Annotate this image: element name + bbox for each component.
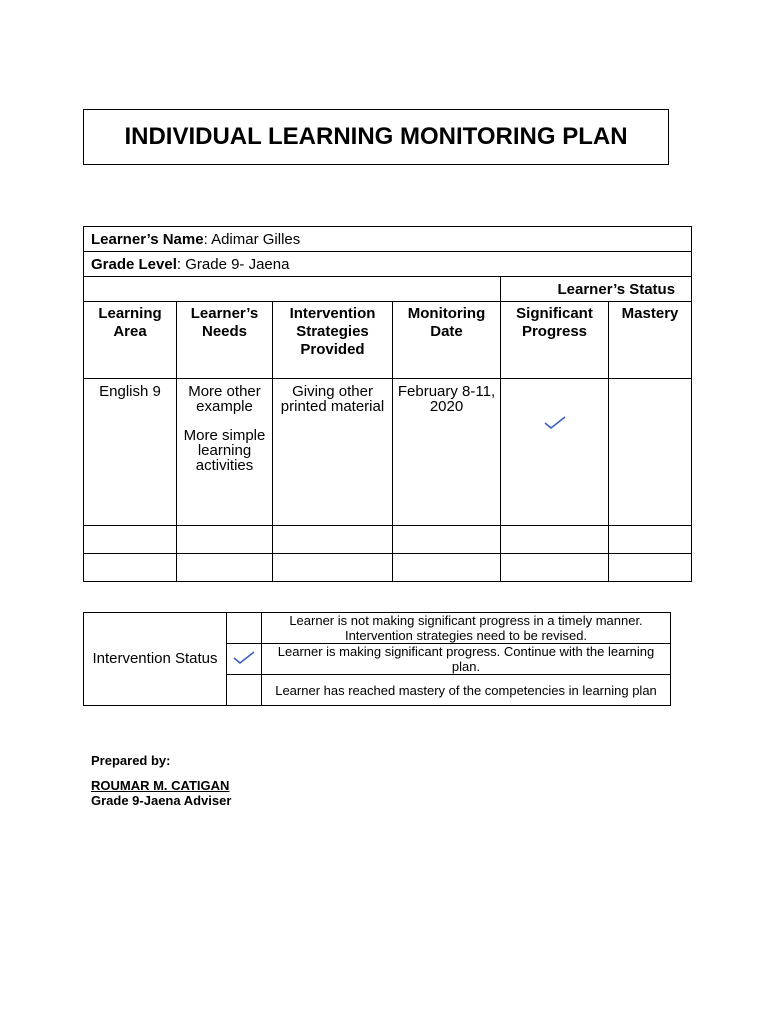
cell-learning-area: English 9 xyxy=(84,379,177,526)
learner-name-label: Learner’s Name xyxy=(91,230,204,248)
status-option: Learner is not making significant progress in a timely manner. Intervention strategies need to be revised. xyxy=(262,613,671,644)
table-row xyxy=(84,554,692,582)
need-item: More other example xyxy=(188,383,261,415)
learner-name-value: : Adimar Gilles xyxy=(203,230,301,248)
intervention-status-label: Intervention Status xyxy=(84,613,227,706)
page-title-text: INDIVIDUAL LEARNING MONITORING PLAN xyxy=(124,123,628,150)
preparer-role: Grade 9-Jaena Adviser xyxy=(91,793,232,808)
grade-level-value: : Grade 9- Jaena xyxy=(176,255,290,273)
col-learners-needs: Learner’s Needs xyxy=(177,302,273,379)
need-item: More simple learning activities xyxy=(183,427,266,474)
table-row xyxy=(84,379,692,526)
prepared-by-label: Prepared by: xyxy=(91,753,171,768)
col-monitoring-date: Monitoring Date xyxy=(393,302,501,379)
cell-strategies: Giving other printed material xyxy=(273,379,393,526)
col-mastery: Mastery xyxy=(609,302,692,379)
cell-monitoring-date: February 8-11, 2020 xyxy=(393,379,501,526)
status-checkbox xyxy=(227,675,262,706)
status-checkbox xyxy=(227,613,262,644)
col-significant-progress: Significant Progress xyxy=(501,302,609,379)
learner-status-header: Learner’s Status xyxy=(501,277,692,302)
cell-mastery xyxy=(609,379,692,526)
check-icon xyxy=(544,416,566,430)
cell-significant-progress xyxy=(501,379,609,526)
status-option: Learner is making significant progress. Continue with the learning plan. xyxy=(262,644,671,675)
page-title xyxy=(83,109,669,165)
col-intervention-strategies: Intervention Strategies Provided xyxy=(273,302,393,379)
check-icon xyxy=(233,651,255,665)
learner-name-row xyxy=(84,227,692,252)
status-option: Learner has reached mastery of the competencies in learning plan xyxy=(262,675,671,706)
monitoring-table xyxy=(83,226,692,582)
intervention-status-table xyxy=(83,612,671,706)
cell-learners-needs xyxy=(177,379,273,526)
grade-level-row xyxy=(84,252,692,277)
preparer-name: ROUMAR M. CATIGAN xyxy=(91,778,230,793)
col-learning-area: Learning Area xyxy=(84,302,177,379)
status-spacer-cell xyxy=(84,277,501,302)
table-row xyxy=(84,526,692,554)
grade-level-label: Grade Level xyxy=(91,255,177,273)
status-checkbox xyxy=(227,644,262,675)
